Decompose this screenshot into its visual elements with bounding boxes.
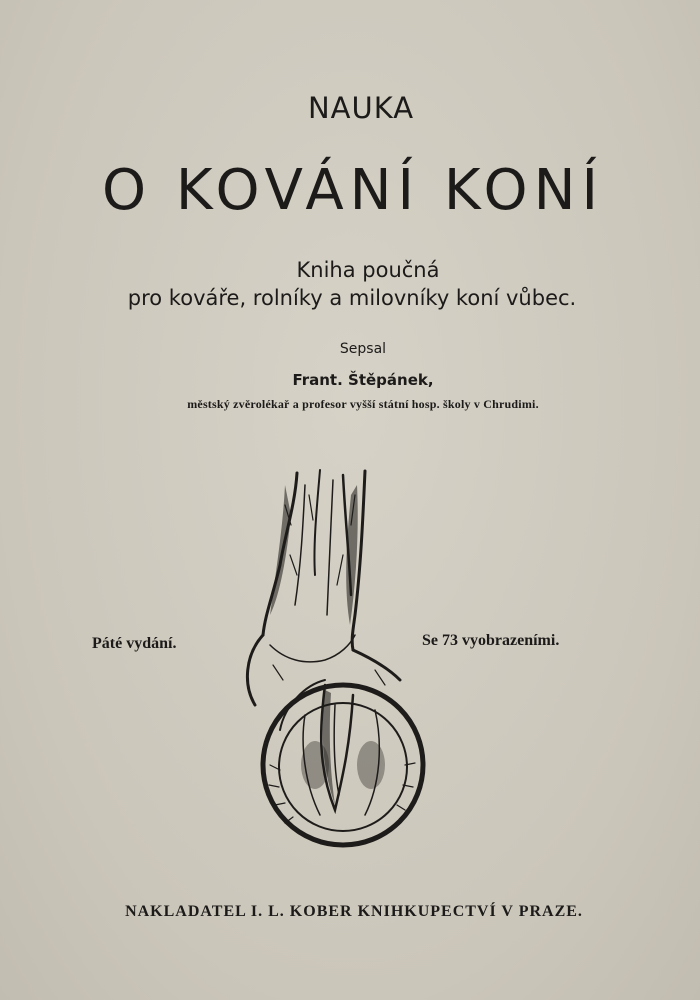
illustrations-note: Se 73 vyobrazeními. [422, 632, 560, 649]
byline-label: Sepsal [339, 341, 387, 357]
author-name: Frant. Štěpánek, [292, 371, 434, 389]
edition-note: Páté vydání. [92, 635, 177, 652]
subtitle-line-2: pro kováře, rolníky a milovníky koní vůbec. [127, 286, 577, 310]
horse-hoof-illustration [225, 465, 435, 855]
author-description: městský zvěrolékař a profesor vyšší státní hosp. školy v Chrudimi. [187, 397, 539, 411]
book-title: O KOVÁNÍ KONÍ [101, 158, 605, 223]
supertitle: NAUKA [307, 91, 415, 125]
subtitle-line-1: Kniha poučná [296, 258, 440, 282]
publisher-line: NAKLADATEL I. L. KOBER KNIHKUPECTVÍ V PRAZE. [125, 903, 583, 920]
